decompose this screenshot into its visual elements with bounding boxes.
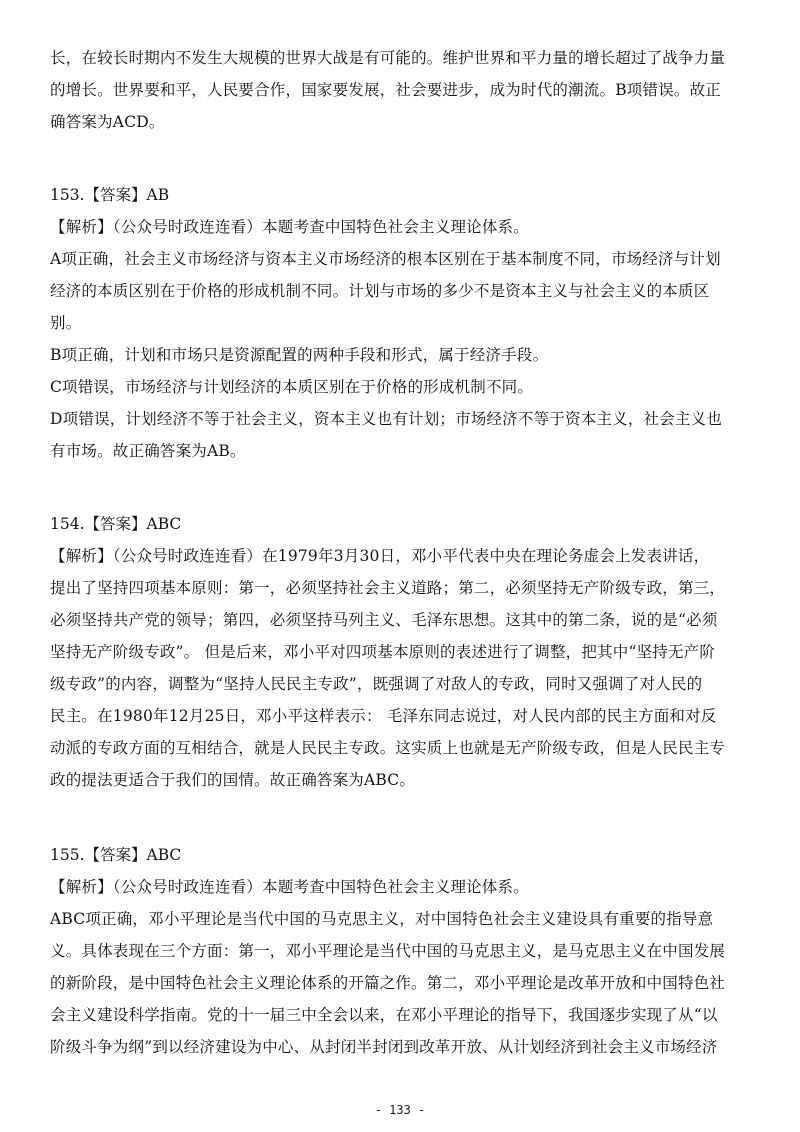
answer-153: [50, 179, 750, 467]
text-line: 民主。在1980年12月25日，邓小平这样表示： 毛泽东同志说过，对人民内部的民主方面和对反: [50, 707, 717, 725]
text-line: 【解析】（公众号时政连连看）本题考查中国特色社会主义理论体系。: [50, 218, 529, 236]
text-line: 阶级斗争为纲”到以经济建设为中心、从封闭半封闭到改革开放、从计划经济到社会主义市场经济: [50, 1038, 718, 1056]
intro-paragraph: [50, 42, 750, 138]
text-line: C项错误，市场经济与计划经济的本质区别在于价格的形成机制不同。: [50, 378, 534, 396]
text-line: 坚持无产阶级专政”。 但是后来，邓小平对四项基本原则的表述进行了调整，把其中“坚持无产阶: [50, 643, 716, 661]
answer-heading: 153.【答案】AB: [50, 186, 170, 204]
answer-heading: 155.【答案】ABC: [50, 846, 182, 864]
text-line: 有市场。故正确答案为AB。: [50, 442, 246, 460]
answer-heading: 154.【答案】ABC: [50, 515, 182, 533]
answer-154: [50, 508, 750, 796]
text-line: D项错误，计划经济不等于社会主义，资本主义也有计划；市场经济不等于资本主义，社会主义也: [50, 410, 723, 428]
text-line: 义。具体表现在三个方面：第一，邓小平理论是当代中国的马克思主义，是马克思主义在中国发展: [50, 942, 726, 960]
text-line: 提出了坚持四项基本原则：第一，必须坚持社会主义道路；第二，必须坚持无产阶级专政，第三，: [50, 579, 726, 597]
text-line: 长，在较长时期内不发生大规模的世界大战是有可能的。维护世界和平力量的增长超过了战争力量: [50, 49, 726, 67]
text-line: 的新阶段，是中国特色社会主义理论体系的开篇之作。第二，邓小平理论是改革开放和中国特色社: [50, 974, 726, 992]
text-line: 动派的专政方面的互相结合，就是人民民主专政。这实质上也就是无产阶级专政，但是人民民主专: [50, 739, 726, 757]
text-line: B项正确，计划和市场只是资源配置的两种手段和形式，属于经济手段。: [50, 346, 549, 364]
text-line: 政的提法更适合于我们的国情。故正确答案为ABC。: [50, 771, 416, 789]
text-line: 【解析】（公众号时政连连看）本题考查中国特色社会主义理论体系。: [50, 878, 529, 896]
page-number: - 133 -: [374, 1103, 426, 1117]
text-line: 的增长。世界要和平，人民要合作，国家要发展，社会要进步，成为时代的潮流。B项错误。故正: [50, 81, 721, 99]
text-line: 必须坚持共产党的领导；第四，必须坚持马列主义、毛泽东思想。这其中的第二条，说的是“必须: [50, 611, 718, 629]
text-line: 经济的本质区别在于价格的形成机制不同。计划与市场的多少不是资本主义与社会主义的本质区: [50, 282, 710, 300]
text-line: ABC项正确，邓小平理论是当代中国的马克思主义，对中国特色社会主义建设具有重要的指导意: [50, 910, 714, 928]
text-line: 会主义建设科学指南。党的十一届三中全会以来，在邓小平理论的指导下，我国逐步实现了从“以: [50, 1006, 718, 1024]
text-line: 确答案为ACD。: [50, 113, 165, 131]
text-line: 【解析】（公众号时政连连看）在1979年3月30日，邓小平代表中央在理论务虚会上发表讲话，: [50, 547, 710, 565]
text-line: 级专政”的内容，调整为“坚持人民民主专政”，既强调了对敌人的专政，同时又强调了对人民的: [50, 675, 703, 693]
text-line: 别。: [50, 314, 82, 332]
answer-155: [50, 839, 750, 1063]
text-line: A项正确，社会主义市场经济与资本主义市场经济的根本区别在于基本制度不同，市场经济与计划: [50, 250, 721, 268]
